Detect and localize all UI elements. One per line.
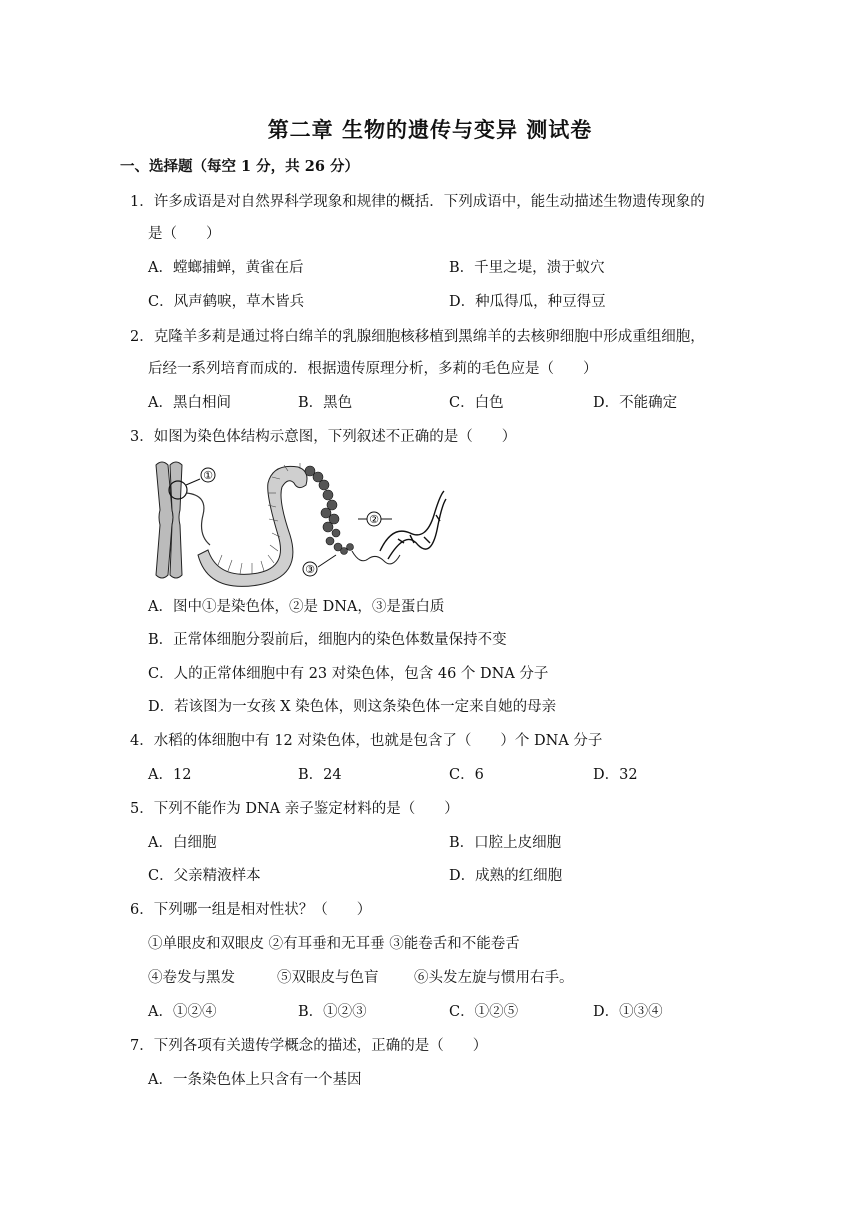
q6-stem: 6．下列哪一组是相对性状？（ ） <box>130 902 372 918</box>
q3-option-d: D．若该图为一女孩 X 染色体，则这条染色体一定来自她的母亲 <box>148 699 557 715</box>
q2-option-a: A．黑白相间 <box>148 395 231 411</box>
q2-option-c: C．白色 <box>449 395 504 411</box>
q4-option-c: C．6 <box>449 767 484 783</box>
q1-stem-line2: 是（ ） <box>148 226 221 242</box>
q6-option-c: C．①②⑤ <box>449 1004 519 1020</box>
q5-option-d: D．成熟的红细胞 <box>449 868 563 884</box>
q1-option-c: C．风声鹤唳，草木皆兵 <box>148 294 305 310</box>
q5-option-b: B．口腔上皮细胞 <box>449 835 562 851</box>
q4-option-b: B．24 <box>298 767 342 783</box>
q1-option-a: A．螳螂捕蝉，黄雀在后 <box>148 260 304 276</box>
q2-stem-line2: 后经一系列培育而成的．根据遗传原理分析，多莉的毛色应是（ ） <box>148 361 598 377</box>
section-heading: 一、选择题（每空 1 分，共 26 分） <box>120 158 359 175</box>
nucleosome-beads <box>305 466 354 555</box>
coiled-fiber <box>198 466 307 586</box>
q3-option-b: B．正常体细胞分裂前后，细胞内的染色体数量保持不变 <box>148 632 507 648</box>
q2-option-b: B．黑色 <box>298 395 353 411</box>
q6-item-5: ⑤双眼皮与色盲 <box>277 970 379 986</box>
q6-item-4: ④卷发与黑发 <box>148 970 235 986</box>
page-title: 第二章 生物的遗传与变异 测试卷 <box>267 117 593 142</box>
q6-option-b: B．①②③ <box>298 1004 367 1020</box>
q2-option-d: D．不能确定 <box>593 395 678 411</box>
q4-option-a: A．12 <box>148 767 192 783</box>
label-1: ① <box>203 469 213 482</box>
q1-option-d: D．种瓜得瓜，种豆得豆 <box>449 294 606 310</box>
dna-helix <box>380 491 446 559</box>
chromosome-drawing <box>156 462 187 578</box>
q5-option-a: A．白细胞 <box>148 835 217 851</box>
q6-item-6: ⑥头发左旋与惯用右手。 <box>414 970 574 986</box>
q7-option-a: A．一条染色体上只含有一个基因 <box>148 1072 362 1088</box>
q6-items-line1: ①单眼皮和双眼皮 ②有耳垂和无耳垂 ③能卷舌和不能卷舌 <box>148 936 520 952</box>
q3-option-c: C．人的正常体细胞中有 23 对染色体，包含 46 个 DNA 分子 <box>148 666 549 682</box>
q7-stem: 7．下列各项有关遗传学概念的描述，正确的是（ ） <box>130 1038 488 1054</box>
q3-stem: 3．如图为染色体结构示意图，下列叙述不正确的是（ ） <box>130 429 517 445</box>
q2-stem-line1: 2．克隆羊多莉是通过将白绵羊的乳腺细胞核移植到黑绵羊的去核卵细胞中形成重组细胞， <box>130 329 705 345</box>
q5-stem: 5．下列不能作为 DNA 亲子鉴定材料的是（ ） <box>130 801 459 817</box>
q1-stem-line1: 1．许多成语是对自然界科学现象和规律的概括．下列成语中，能生动描述生物遗传现象的 <box>130 194 705 210</box>
q1-option-b: B．千里之堤，溃于蚁穴 <box>449 260 605 276</box>
q6-option-a: A．①②④ <box>148 1004 217 1020</box>
chromosome-structure-figure <box>148 455 448 587</box>
label-2: ② <box>369 513 379 526</box>
q3-option-a: A．图中①是染色体，②是 DNA，③是蛋白质 <box>148 599 445 615</box>
q5-option-c: C．父亲精液样本 <box>148 868 261 884</box>
q4-option-d: D．32 <box>593 767 638 783</box>
q6-option-d: D．①③④ <box>593 1004 663 1020</box>
label-3: ③ <box>305 563 315 576</box>
q4-stem: 4．水稻的体细胞中有 12 对染色体，也就是包含了（ ）个 DNA 分子 <box>130 733 603 749</box>
